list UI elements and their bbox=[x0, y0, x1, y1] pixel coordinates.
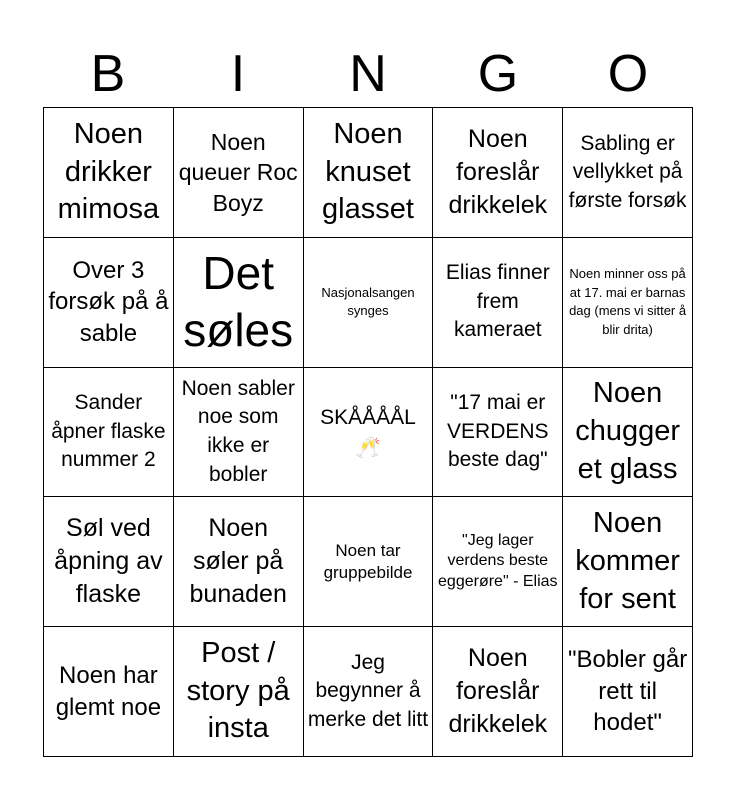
cell-text: Nasjonalsangen synges bbox=[321, 284, 415, 319]
bingo-cell-r1c1[interactable] bbox=[44, 108, 174, 238]
bingo-cell-r2c5[interactable] bbox=[563, 238, 693, 368]
bingo-cell-r2c4[interactable] bbox=[433, 238, 563, 368]
cell-text: Noen sabler noe som ikke er bobler bbox=[181, 376, 295, 486]
bingo-cell-r1c5[interactable] bbox=[563, 108, 693, 238]
bingo-cell-r5c4[interactable] bbox=[433, 627, 563, 757]
cell-text: Over 3 forsøk på å sable bbox=[48, 256, 169, 348]
bingo-cell-r3c3-center[interactable] bbox=[304, 368, 434, 498]
bingo-cell-r2c2[interactable] bbox=[174, 238, 304, 368]
cell-text: Noen queuer Roc Boyz bbox=[178, 128, 298, 216]
cell-text: Elias finner frem kameraet bbox=[445, 261, 550, 342]
bingo-grid bbox=[43, 107, 693, 757]
bingo-cell-r4c4[interactable] bbox=[433, 497, 563, 627]
bingo-cell-r5c2[interactable] bbox=[174, 627, 304, 757]
bingo-cell-r3c5[interactable] bbox=[563, 368, 693, 498]
cell-text: Noen knuset glasset bbox=[322, 117, 414, 226]
cell-text: Noen tar gruppebilde bbox=[323, 540, 413, 582]
cell-text: Noen foreslår drikkelek bbox=[448, 644, 548, 739]
cell-text: "17 mai er VERDENS beste dag" bbox=[447, 391, 549, 472]
cell-text: Det søles bbox=[183, 246, 294, 357]
title-letter-i: I bbox=[230, 45, 246, 103]
champagne-glasses-icon: 🥂 bbox=[355, 436, 381, 459]
cell-text: "Bobler går rett til hodet" bbox=[567, 646, 688, 737]
bingo-cell-r2c1[interactable] bbox=[44, 238, 174, 368]
title-letter-n: N bbox=[349, 45, 387, 103]
bingo-title bbox=[43, 40, 693, 108]
cell-text: Jeg begynner å merke det litt bbox=[307, 650, 429, 731]
bingo-cell-r5c5[interactable] bbox=[563, 627, 693, 757]
cell-text: Noen chugger et glass bbox=[575, 377, 680, 485]
bingo-cell-r1c3[interactable] bbox=[304, 108, 434, 238]
cell-text: Noen søler på bunaden bbox=[189, 514, 287, 609]
title-letter-o: O bbox=[607, 45, 649, 103]
bingo-cell-r2c3[interactable] bbox=[304, 238, 434, 368]
bingo-cell-r5c3[interactable] bbox=[304, 627, 434, 757]
cell-text: SKÅÅÅÅL bbox=[320, 406, 416, 430]
cell-text: Sabling er vellykket på første forsøk bbox=[568, 131, 687, 212]
bingo-cell-r3c2[interactable] bbox=[174, 368, 304, 498]
center-content bbox=[320, 404, 416, 460]
cell-text: Noen minner oss på at 17. mai er barnas dag (mens vi sitter å blir drita) bbox=[569, 266, 687, 337]
cell-text: Noen foreslår drikkelek bbox=[448, 124, 548, 219]
bingo-cell-r4c5[interactable] bbox=[563, 497, 693, 627]
bingo-cell-r4c2[interactable] bbox=[174, 497, 304, 627]
bingo-cell-r1c2[interactable] bbox=[174, 108, 304, 238]
bingo-cell-r3c4[interactable] bbox=[433, 368, 563, 498]
cell-text: "Jeg lager verdens beste eggerøre" - Elias bbox=[438, 531, 558, 591]
cell-text: Noen drikker mimosa bbox=[57, 117, 160, 226]
title-letter-b: B bbox=[90, 45, 126, 103]
bingo-cell-r4c3[interactable] bbox=[304, 497, 434, 627]
title-letter-g: G bbox=[477, 45, 519, 103]
cell-text: Noen har glemt noe bbox=[55, 661, 162, 721]
cell-text: Post / story på insta bbox=[186, 637, 290, 745]
bingo-cell-r5c1[interactable] bbox=[44, 627, 174, 757]
bingo-cell-r4c1[interactable] bbox=[44, 497, 174, 627]
bingo-cell-r1c4[interactable] bbox=[433, 108, 563, 238]
cell-text: Sander åpner flaske nummer 2 bbox=[51, 391, 166, 472]
cell-text: Søl ved åpning av flaske bbox=[54, 514, 163, 609]
cell-text: Noen kommer for sent bbox=[575, 507, 680, 615]
bingo-cell-r3c1[interactable] bbox=[44, 368, 174, 498]
